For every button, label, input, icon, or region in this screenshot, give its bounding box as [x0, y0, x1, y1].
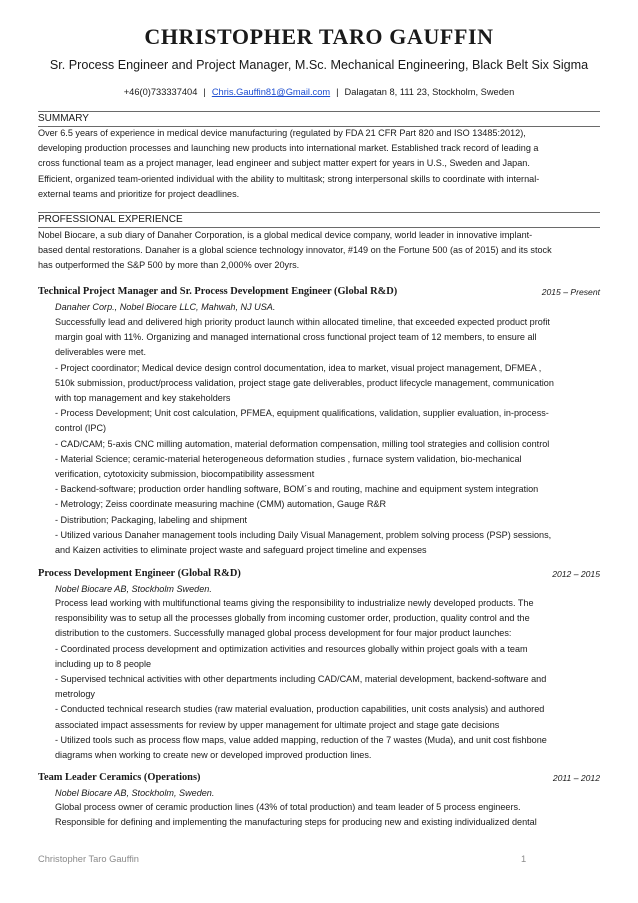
summary-line: cross functional team as a project manager, lead engineer and subject matter expert for years in U.S., Sweden and Japan.	[38, 158, 530, 169]
job-company: Nobel Biocare AB, Stockholm Sweden.	[55, 584, 212, 594]
footer-name: Christopher Taro Gauffin	[38, 854, 139, 864]
candidate-name: CHRISTOPHER TARO GAUFFIN	[144, 24, 494, 49]
job-line: Successfully lead and delivered high priority product launch within allocated timeline, that exceeded expected product profit	[55, 317, 550, 327]
job-line: - Supervised technical activities with other departments including CAD/CAM, material development, backend-software and	[55, 674, 547, 685]
job-line: - Distribution; Packaging, labeling and shipment	[55, 514, 248, 525]
job-line: - Backend-software; production order handling software, BOM´s and routing, machine and equipment system integration	[55, 484, 539, 495]
contact-separator: |	[203, 87, 206, 97]
job-dates: 2011 – 2012	[552, 773, 600, 783]
job-line: - Coordinated process development and optimization activities and resources globally within project goals with a team	[55, 643, 528, 654]
job-line: distribution to the customers. Successfully managed global process development for four major product launches:	[55, 628, 512, 639]
job-line: including up to 8 people	[55, 658, 152, 669]
intro-line: Nobel Biocare, a sub diary of Danaher Corporation, is a global medical device company, world leader in innovative implant-	[38, 230, 533, 240]
job-line: diagrams when working to create new or developed improved production lines.	[55, 750, 372, 761]
job-line: deliverables were met.	[55, 347, 146, 358]
candidate-headline: Sr. Process Engineer and Project Manager, M.Sc. Mechanical Engineering, Black Belt Six Sigma	[49, 58, 589, 72]
summary-line: Over 6.5 years of experience in medical device manufacturing (regulated by FDA 21 CFR Part 820 and ISO 13485:2012),	[38, 128, 526, 138]
contact-line	[0, 87, 638, 97]
job-line: Global process owner of ceramic production lines (43% of total production) and team leader of 5 process engineers.	[55, 802, 521, 812]
job-line: verification, cytotoxicity submission, biocompatibility assessment	[55, 469, 315, 480]
job-description	[55, 800, 603, 830]
job-line: - Utilized various Danaher management tools including Daily Visual Management, problem solving process (PSP) sessions,	[55, 529, 552, 540]
summary-heading: SUMMARY	[38, 111, 600, 127]
intro-line: based dental restorations. Danaher is a global science technology innovator, #149 on the Fortune 500 (as of 2015) and its stock	[38, 245, 552, 256]
job-line: - Conducted technical research studies (raw material evaluation, production capabilities, unit costs analysis) and authored	[55, 704, 545, 715]
phone-number: +46(0)733337404	[123, 87, 198, 97]
job-line: Process lead working with multifunctional teams giving the responsibility to industrialize newly developed products. The	[55, 598, 534, 608]
experience-heading: PROFESSIONAL EXPERIENCE	[38, 212, 600, 228]
job-line: Responsible for defining and implementing the manufacturing steps for producing new and existing individualized dental	[55, 817, 537, 828]
job-title: Process Development Engineer (Global R&D)	[38, 568, 241, 579]
job-line: - CAD/CAM; 5-axis CNC milling automation, material deformation compensation, milling tool strategies and collision control	[55, 438, 550, 449]
job-line: - Metrology; Zeiss coordinate measuring machine (CMM) automation, Gauge R&R	[55, 499, 387, 510]
summary-line: developing production processes and launching new products into international market. Established track record of leading a	[38, 143, 539, 154]
job-title: Team Leader Ceramics (Operations)	[38, 772, 201, 783]
job-line: - Process Development; Unit cost calculation, PFMEA, equipment qualifications, validation, supplier evaluation, in-process-	[55, 408, 549, 419]
page-number: 1	[521, 854, 527, 864]
job-description	[55, 596, 603, 763]
job-line: 510k submission, product/process validation, project stage gate deliverables, product lifecycle management, communication	[55, 377, 554, 388]
job-line: - Material Science; ceramic-material heterogeneous deformation studies , furnace system validation, bio-mechanical	[55, 453, 522, 464]
email-link[interactable]: Chris.Gauffin81@Gmail.com	[211, 87, 331, 97]
job-line: - Utilized tools such as process flow maps, value added mapping, reduction of the 7 wastes (Muda), and unit cost fishbone	[55, 734, 547, 745]
job-dates: 2015 – Present	[541, 287, 600, 297]
job-line: with top management and key stakeholders	[55, 393, 231, 404]
job-line: - Project coordinator; Medical device design control documentation, idea to market, visual project management, DFMEA ,	[55, 362, 542, 373]
postal-address: Dalagatan 8, 111 23, Stockholm, Sweden	[344, 87, 515, 97]
job-dates: 2012 – 2015	[552, 569, 600, 579]
job-line: and Kaizen activities to eliminate project waste and safeguard project timeline and expenses	[55, 545, 427, 556]
job-title: Technical Project Manager and Sr. Process Development Engineer (Global R&D)	[38, 286, 398, 297]
job-line: margin goal with 11%. Organizing and managed international cross functional project team of 12 members, to ensure all	[55, 332, 537, 343]
company-intro	[38, 228, 604, 274]
intro-line: has outperformed the S&P 500 by more than 2,000% over 20yrs.	[38, 260, 300, 271]
job-line: responsibility was to setup all the processes globally from incoming customer order, production, quality control and the	[55, 613, 530, 624]
summary-line: Efficient, organized team-oriented individual with the ability to multitask; strong interpersonal skills to coordinate with internal-	[38, 173, 540, 184]
contact-separator: |	[336, 87, 339, 97]
job-company: Danaher Corp., Nobel Biocare LLC, Mahwah, NJ USA.	[55, 302, 276, 312]
job-company: Nobel Biocare AB, Stockholm, Sweden.	[55, 788, 215, 798]
summary-text	[38, 126, 604, 202]
job-description	[55, 315, 603, 558]
job-line: metrology	[55, 689, 95, 700]
job-line: control (IPC)	[55, 423, 107, 434]
summary-line: external teams and prioritize for project deadlines.	[38, 188, 240, 199]
job-line: associated impact assessments for review by upper management for ultimate project and stage gate decisions	[55, 719, 500, 730]
